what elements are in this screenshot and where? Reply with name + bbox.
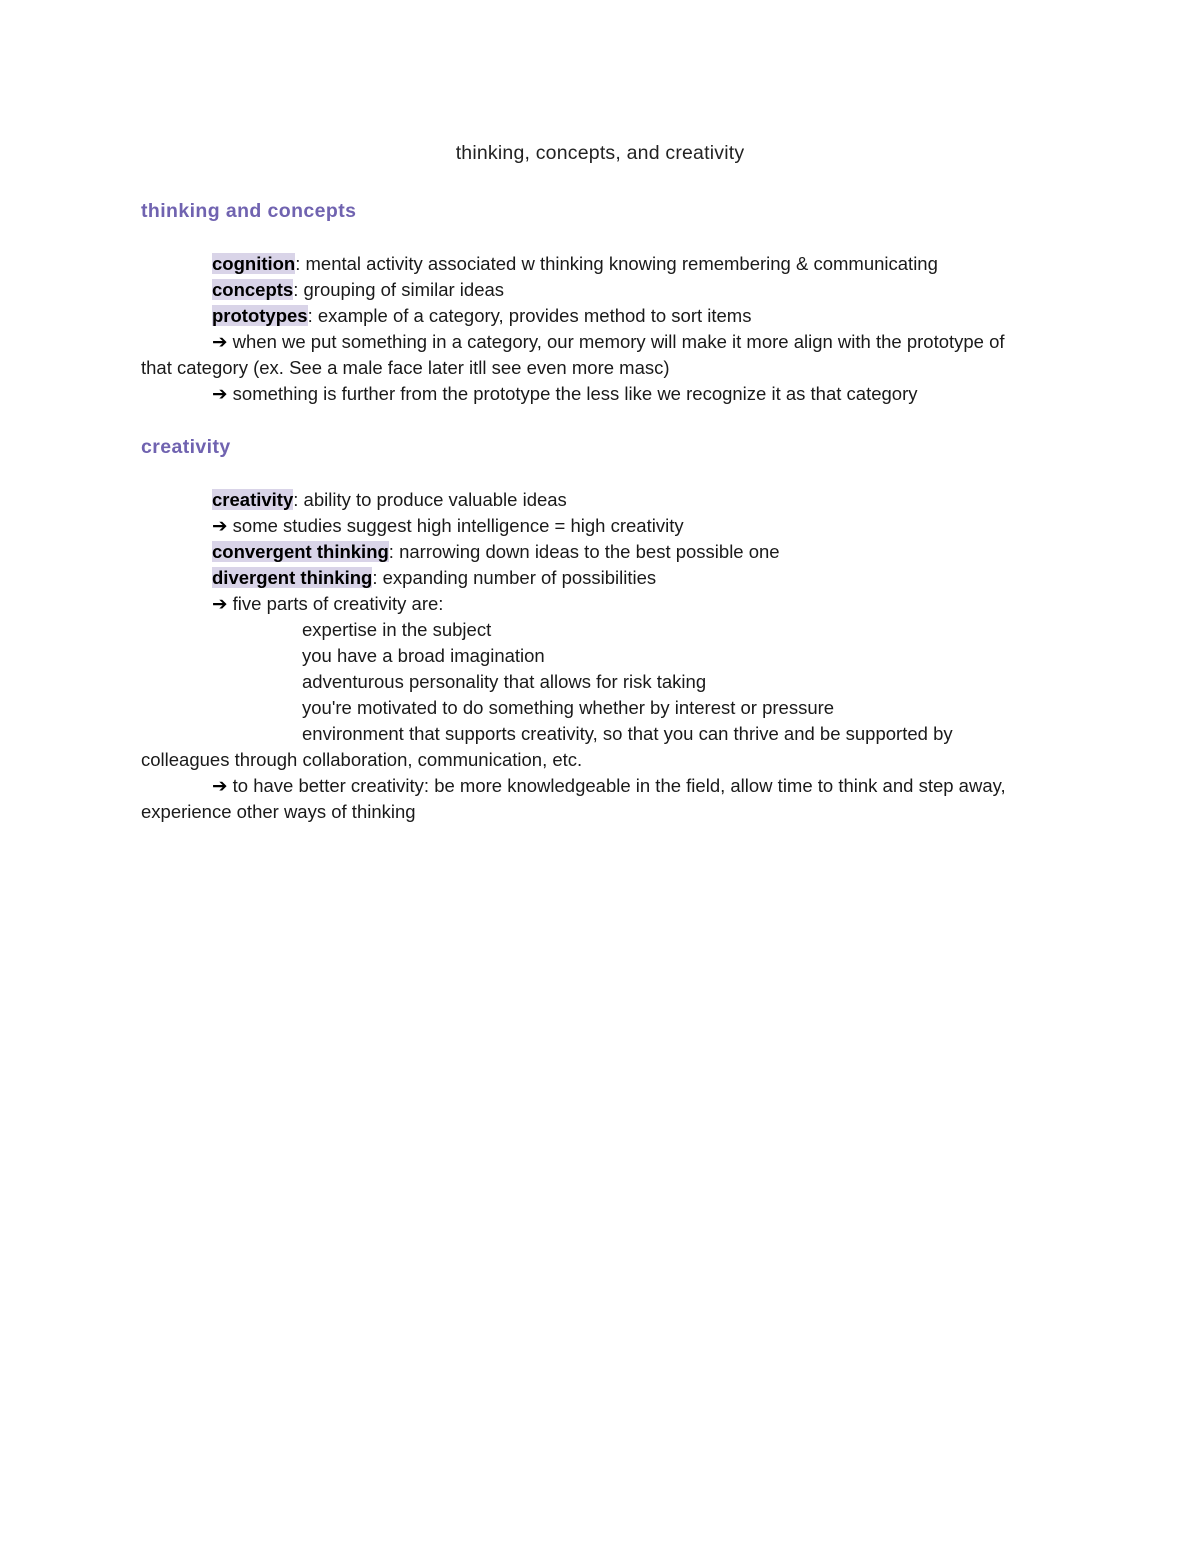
sub-list-item: you have a broad imagination bbox=[302, 645, 545, 666]
definition-convergent-thinking bbox=[212, 541, 780, 563]
arrow-icon: ➔ bbox=[212, 593, 228, 614]
definition-text: : ability to produce valuable ideas bbox=[293, 489, 567, 510]
bullet-line bbox=[212, 331, 1005, 353]
term-cognition: cognition bbox=[212, 253, 296, 274]
bullet-line bbox=[212, 515, 684, 537]
definition-divergent-thinking bbox=[212, 567, 656, 589]
section-heading-creativity: creativity bbox=[141, 436, 231, 458]
term-convergent-thinking: convergent thinking bbox=[212, 541, 389, 562]
definition-text: : grouping of similar ideas bbox=[293, 279, 505, 300]
document-title: thinking, concepts, and creativity bbox=[455, 142, 745, 164]
sub-list-item: you're motivated to do something whether by interest or pressure bbox=[302, 697, 835, 718]
term-concepts: concepts bbox=[212, 279, 294, 300]
definition-text: : example of a category, provides method to sort items bbox=[307, 305, 752, 326]
bullet-line bbox=[212, 775, 1006, 797]
bullet-text: some studies suggest high intelligence = high creativity bbox=[227, 515, 684, 536]
definition-text: : mental activity associated w thinking knowing remembering & communicating bbox=[295, 253, 938, 274]
sub-list-item: expertise in the subject bbox=[302, 619, 492, 640]
bullet-text: something is further from the prototype the less like we recognize it as that category bbox=[227, 383, 918, 404]
continuation-line: experience other ways of thinking bbox=[141, 801, 416, 822]
definition-concepts bbox=[212, 279, 504, 301]
continuation-line: that category (ex. See a male face later itll see even more masc) bbox=[141, 357, 670, 378]
bullet-text: to have better creativity: be more knowledgeable in the field, allow time to think and step away, bbox=[227, 775, 1006, 796]
term-divergent-thinking: divergent thinking bbox=[212, 567, 373, 588]
bullet-line bbox=[212, 593, 443, 615]
bullet-text: when we put something in a category, our memory will make it more align with the prototype of bbox=[227, 331, 1005, 352]
definition-text: : narrowing down ideas to the best possible one bbox=[388, 541, 780, 562]
bullet-line bbox=[212, 383, 918, 405]
term-prototypes: prototypes bbox=[212, 305, 308, 326]
arrow-icon: ➔ bbox=[212, 775, 228, 796]
arrow-icon: ➔ bbox=[212, 331, 228, 352]
arrow-icon: ➔ bbox=[212, 515, 228, 536]
arrow-icon: ➔ bbox=[212, 383, 228, 404]
bullet-text: five parts of creativity are: bbox=[227, 593, 444, 614]
definition-creativity bbox=[212, 489, 567, 511]
sub-list-item: adventurous personality that allows for risk taking bbox=[302, 671, 707, 692]
definition-prototypes bbox=[212, 305, 751, 327]
sub-list-item: environment that supports creativity, so that you can thrive and be supported by bbox=[302, 723, 953, 744]
continuation-line: colleagues through collaboration, communication, etc. bbox=[141, 749, 583, 770]
section-heading-thinking-and-concepts: thinking and concepts bbox=[141, 200, 357, 222]
term-creativity: creativity bbox=[212, 489, 294, 510]
definition-text: : expanding number of possibilities bbox=[372, 567, 657, 588]
definition-cognition bbox=[212, 253, 938, 275]
